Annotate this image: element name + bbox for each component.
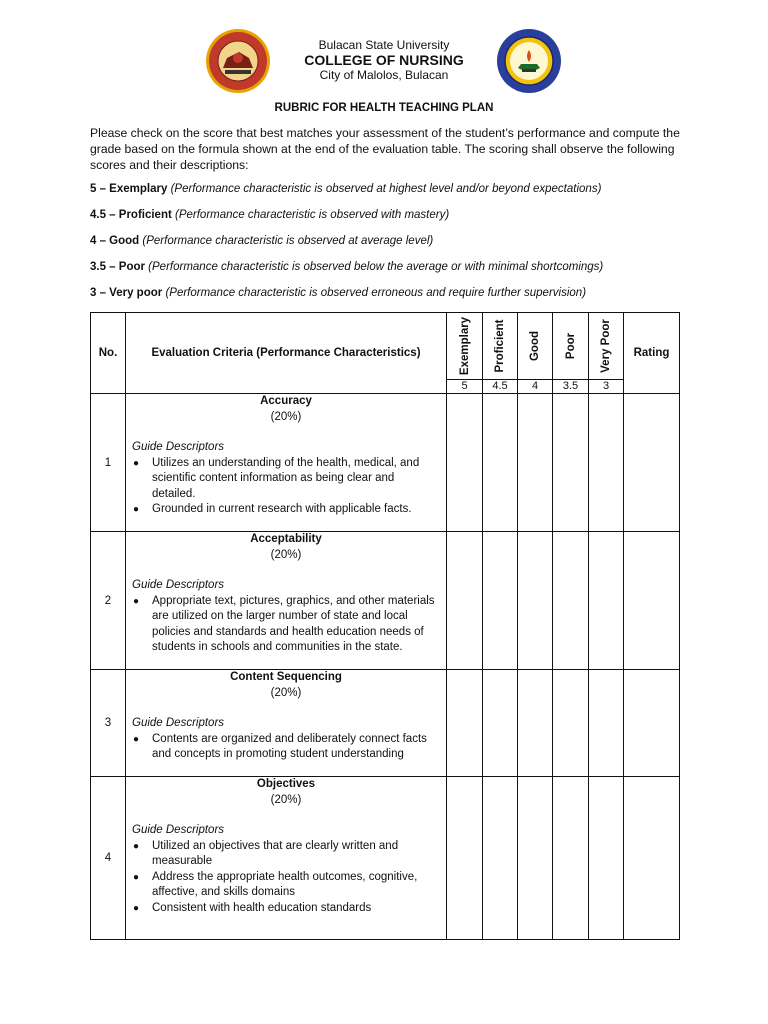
- table-row: [91, 777, 680, 940]
- score-checkbox-cell[interactable]: [589, 394, 624, 532]
- scale-item: 3 – Very poor (Performance characteristic is observed erroneous and require further supervision): [90, 287, 587, 299]
- criterion-name: Accuracy: [260, 395, 312, 407]
- table-row: [91, 394, 680, 532]
- descriptor-list: [132, 732, 440, 763]
- descriptor-item: ● Appropriate text, pictures, graphics, and other materials are utilized on the larger number of state and local policies and standards and health education needs of students in schools and communities in the state.: [152, 594, 440, 656]
- score-value: 4.5: [483, 380, 518, 394]
- score-checkbox-cell[interactable]: [447, 394, 483, 532]
- criteria-cell: [126, 532, 447, 670]
- scale-item: 4.5 – Proficient (Performance characteristic is observed with mastery): [90, 209, 450, 221]
- document-header: [0, 26, 768, 96]
- score-checkbox-cell[interactable]: [518, 394, 553, 532]
- rating-cell[interactable]: [624, 777, 680, 940]
- table-row: [91, 532, 680, 670]
- criteria-cell: [126, 394, 447, 532]
- city-address: City of Malolos, Bulacan: [319, 68, 449, 82]
- header-proficient: Proficient: [483, 313, 518, 380]
- score-checkbox-cell[interactable]: [553, 532, 589, 670]
- criteria-cell: [126, 670, 447, 777]
- instructions-paragraph: Please check on the score that best matches your assessment of the student’s performance and compute the grade based on the formula shown at the end of the evaluation table. The scoring shall observe the following scores and their descriptions:: [90, 126, 680, 172]
- header-good: Good: [518, 313, 553, 380]
- score-checkbox-cell[interactable]: [553, 394, 589, 532]
- row-number: 4: [91, 777, 126, 940]
- guide-descriptors-label: Guide Descriptors: [132, 717, 225, 729]
- descriptor-list: [132, 594, 440, 656]
- criterion-weight: (20%): [270, 410, 302, 423]
- college-name: COLLEGE OF NURSING: [304, 52, 464, 68]
- row-number: 1: [91, 394, 126, 532]
- scale-item: 3.5 – Poor (Performance characteristic is observed below the average or with minimal shortcomings): [90, 261, 604, 273]
- criteria-cell: [126, 777, 447, 940]
- descriptor-item: ● Address the appropriate health outcomes, cognitive, affective, and skills domains: [152, 870, 440, 901]
- score-checkbox-cell[interactable]: [447, 670, 483, 777]
- row-number: 3: [91, 670, 126, 777]
- criterion-name: Content Sequencing: [230, 671, 342, 683]
- scale-item: 5 – Exemplary (Performance characteristic is observed at highest level and/or beyond expectations): [90, 183, 602, 195]
- score-checkbox-cell[interactable]: [589, 777, 624, 940]
- descriptor-item: ● Utilized an objectives that are clearly written and measurable: [152, 839, 440, 870]
- score-value: 4: [518, 380, 553, 394]
- score-checkbox-cell[interactable]: [483, 777, 518, 940]
- criterion-name: Objectives: [256, 778, 316, 790]
- score-checkbox-cell[interactable]: [518, 777, 553, 940]
- rating-cell[interactable]: [624, 394, 680, 532]
- descriptor-item: ● Contents are organized and deliberately connect facts and concepts in promoting student understanding: [152, 732, 440, 763]
- criterion-weight: (20%): [270, 793, 302, 806]
- criterion-weight: (20%): [270, 686, 302, 699]
- score-checkbox-cell[interactable]: [447, 532, 483, 670]
- descriptor-item: ● Utilizes an understanding of the health, medical, and scientific content information as being clear and detailed.: [152, 456, 440, 503]
- header-poor: Poor: [553, 313, 589, 380]
- evaluation-table: [90, 312, 680, 940]
- criterion-weight: (20%): [270, 548, 302, 561]
- score-checkbox-cell[interactable]: [589, 532, 624, 670]
- guide-descriptors-label: Guide Descriptors: [132, 824, 225, 836]
- guide-descriptors-label: Guide Descriptors: [132, 441, 225, 453]
- score-checkbox-cell[interactable]: [518, 532, 553, 670]
- header-criteria: Evaluation Criteria (Performance Characteristics): [126, 313, 447, 394]
- criterion-name: Acceptability: [250, 533, 322, 545]
- row-number: 2: [91, 532, 126, 670]
- score-checkbox-cell[interactable]: [483, 532, 518, 670]
- document-title: RUBRIC FOR HEALTH TEACHING PLAN: [274, 102, 494, 114]
- header-no: No.: [91, 313, 126, 394]
- descriptor-list: [132, 839, 440, 917]
- rating-cell[interactable]: [624, 670, 680, 777]
- descriptor-list: [132, 456, 440, 518]
- descriptor-item: ● Grounded in current research with applicable facts.: [152, 502, 440, 518]
- header-rating: Rating: [624, 313, 680, 394]
- score-checkbox-cell[interactable]: [483, 394, 518, 532]
- scale-item: 4 – Good (Performance characteristic is observed at average level): [90, 235, 434, 247]
- college-of-nursing-seal-logo: [496, 28, 562, 94]
- score-value: 3: [589, 380, 624, 394]
- descriptor-item: ● Consistent with health education standards: [152, 901, 440, 917]
- score-value: 3.5: [553, 380, 589, 394]
- score-checkbox-cell[interactable]: [553, 777, 589, 940]
- score-checkbox-cell[interactable]: [553, 670, 589, 777]
- guide-descriptors-label: Guide Descriptors: [132, 579, 225, 591]
- university-name: Bulacan State University: [318, 38, 450, 52]
- score-checkbox-cell[interactable]: [589, 670, 624, 777]
- score-checkbox-cell[interactable]: [483, 670, 518, 777]
- rating-cell[interactable]: [624, 532, 680, 670]
- score-checkbox-cell[interactable]: [518, 670, 553, 777]
- header-very-poor: Very Poor: [589, 313, 624, 380]
- score-value: 5: [447, 380, 483, 394]
- header-exemplary: Exemplary: [447, 313, 483, 380]
- score-checkbox-cell[interactable]: [447, 777, 483, 940]
- table-row: [91, 670, 680, 777]
